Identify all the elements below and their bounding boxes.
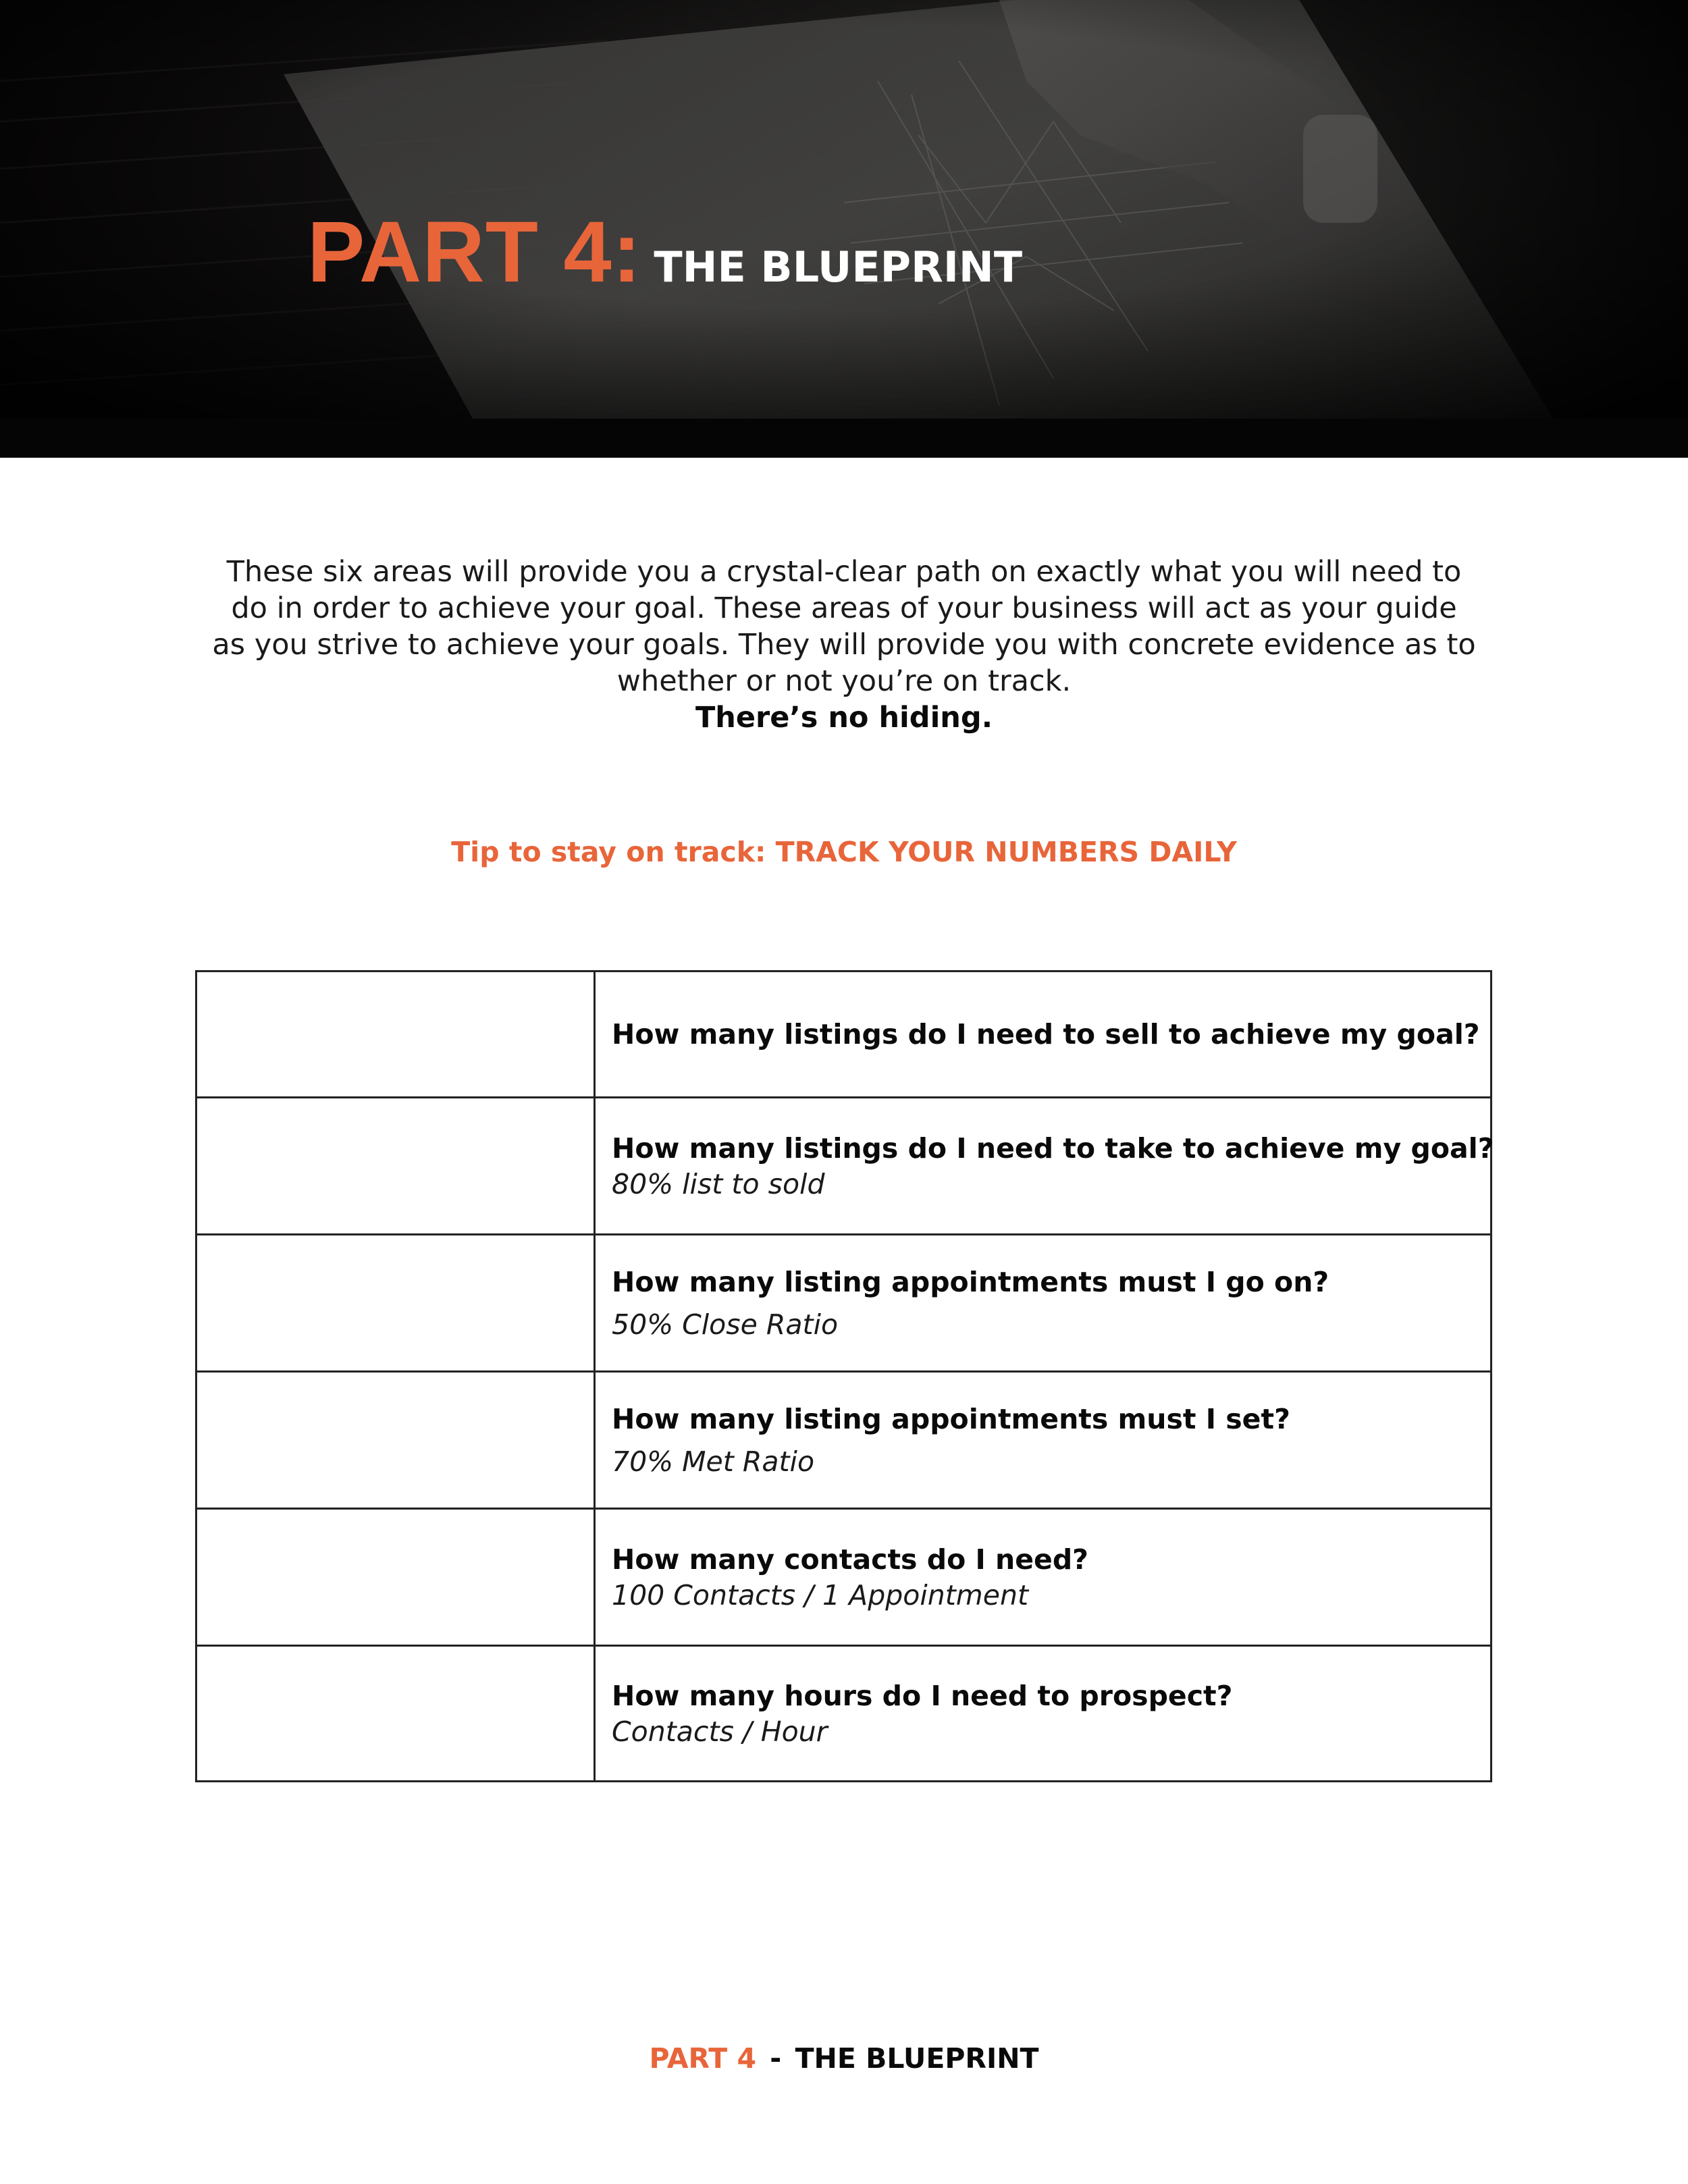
answer-cell[interactable]	[196, 1235, 595, 1372]
intro-emphasis: There’s no hiding.	[695, 701, 993, 735]
table-row	[196, 1235, 1492, 1372]
question-note: Contacts / Hour	[612, 1715, 828, 1748]
page-footer	[0, 2042, 1688, 2075]
question-note: 70% Met Ratio	[612, 1445, 815, 1478]
question-note: 50% Close Ratio	[612, 1308, 839, 1341]
intro-line: These six areas will provide you a crystal-clear path on exactly what you will need to	[226, 555, 1462, 589]
table-row	[196, 1098, 1492, 1235]
question-note: 100 Contacts / 1 Appointment	[612, 1579, 1029, 1612]
question-text: How many hours do I need to prospect?	[612, 1680, 1233, 1712]
intro-line: as you strive to achieve your goals. They will provide you with concrete evidence as to	[212, 628, 1476, 662]
hero-banner	[0, 0, 1688, 419]
answer-cell[interactable]	[196, 1509, 595, 1646]
question-text: How many listing appointments must I set?	[612, 1403, 1290, 1435]
intro-line: whether or not you’re on track.	[616, 664, 1072, 698]
question-text: How many contacts do I need?	[612, 1543, 1088, 1576]
question-cell	[595, 1235, 1492, 1372]
question-cell	[595, 1509, 1492, 1646]
tip-callout: Tip to stay on track: TRACK YOUR NUMBERS DAILY	[451, 836, 1237, 868]
question-note: 80% list to sold	[612, 1168, 825, 1200]
question-text: How many listing appointments must I go on?	[612, 1266, 1329, 1298]
intro-line: do in order to achieve your goal. These areas of your business will act as your guide	[231, 591, 1457, 625]
question-cell	[595, 1098, 1492, 1235]
question-cell	[595, 971, 1492, 1098]
question-cell	[595, 1372, 1492, 1509]
banner-bottom-bar	[0, 419, 1688, 458]
intro-paragraph	[176, 554, 1512, 736]
answer-cell[interactable]	[196, 1098, 595, 1235]
answer-cell[interactable]	[196, 1372, 595, 1509]
answer-cell[interactable]	[196, 1646, 595, 1782]
question-cell	[595, 1646, 1492, 1782]
answer-cell[interactable]	[196, 971, 595, 1098]
table-row	[196, 1372, 1492, 1509]
section-title: THE BLUEPRINT	[654, 242, 1023, 292]
question-text: How many listings do I need to sell to achieve my goal?	[612, 1018, 1480, 1050]
footer-separator: -	[770, 2042, 782, 2075]
blueprint-table	[195, 970, 1492, 1782]
page-title	[307, 203, 1022, 311]
table-row	[196, 971, 1492, 1098]
part-number-label: PART 4:	[307, 204, 642, 300]
footer-part-label: PART 4	[649, 2042, 756, 2075]
table-row	[196, 1646, 1492, 1782]
footer-title: THE BLUEPRINT	[795, 2042, 1039, 2075]
table-row	[196, 1509, 1492, 1646]
question-text: How many listings do I need to take to achieve my goal?	[612, 1132, 1494, 1165]
